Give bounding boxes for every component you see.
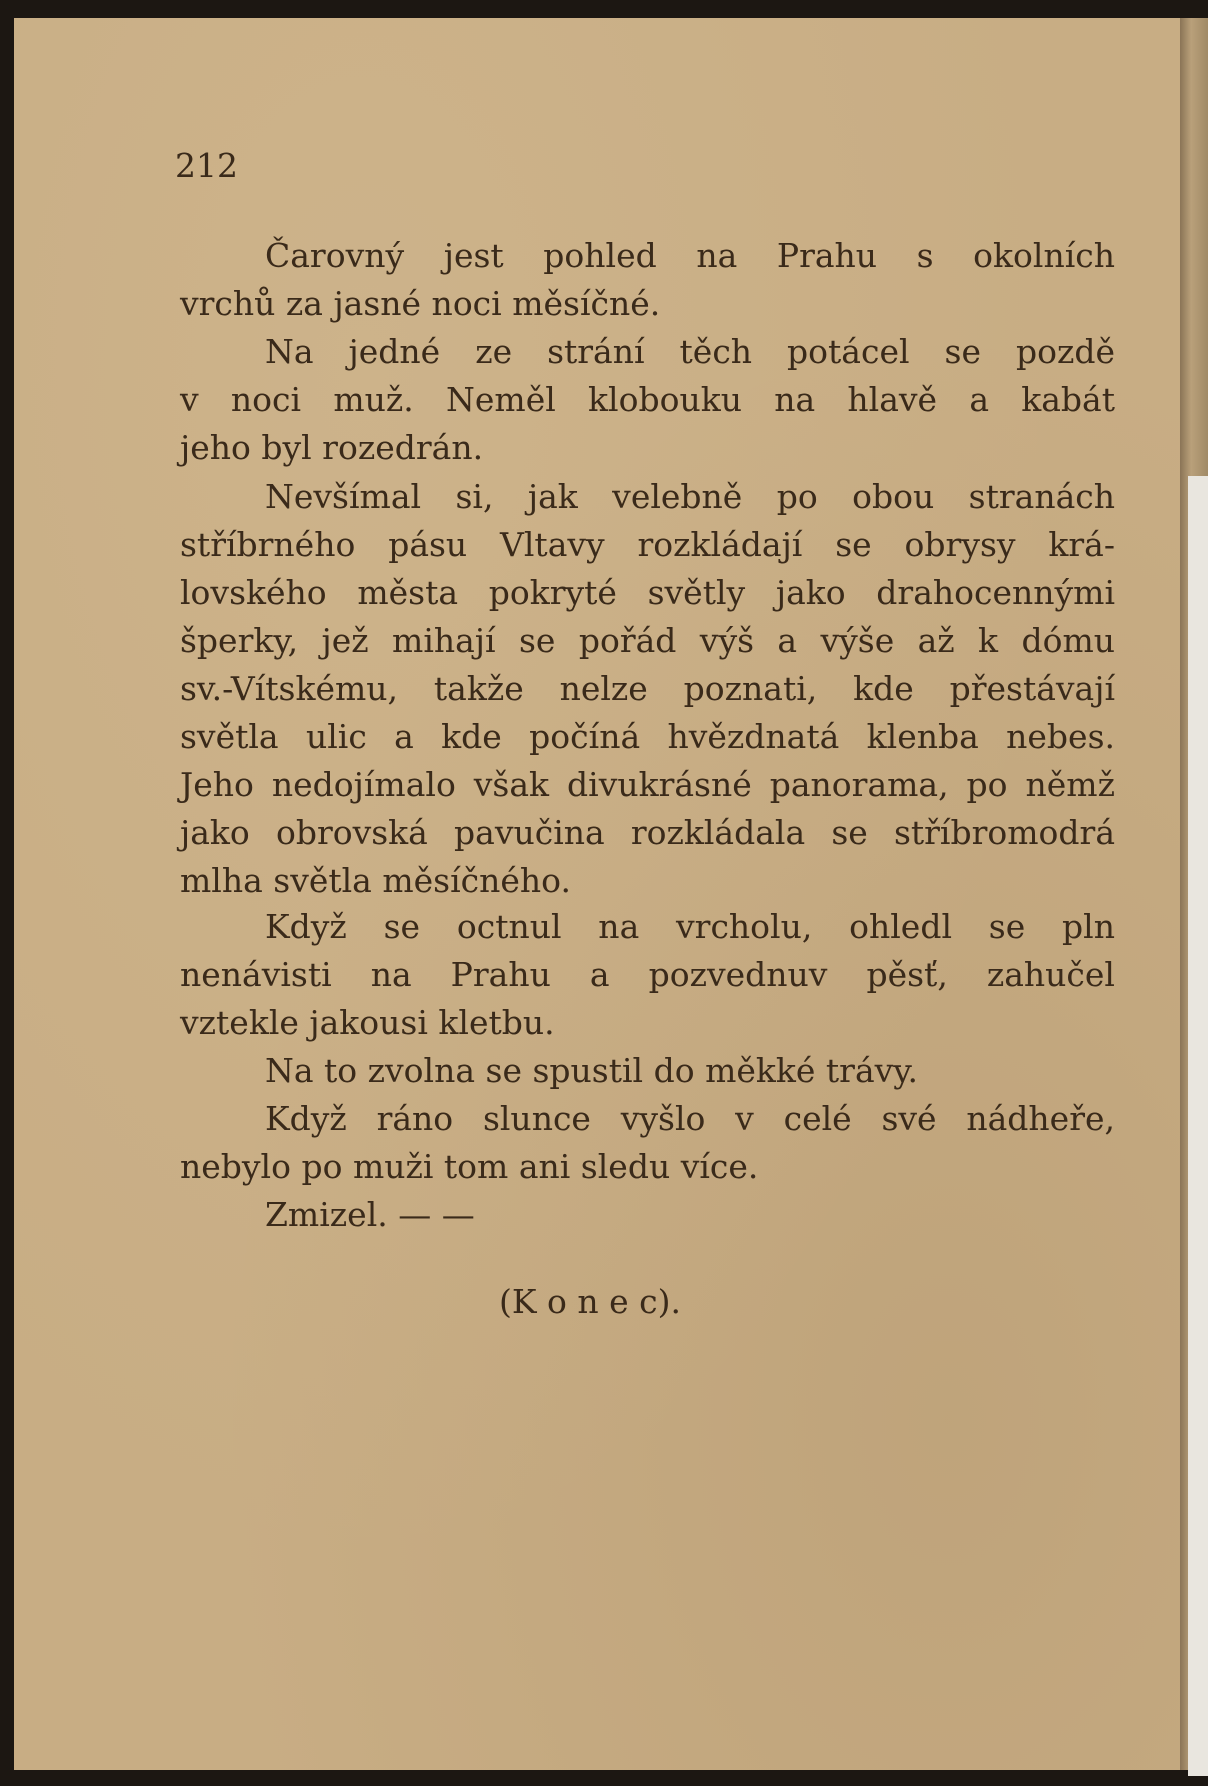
text-line: Čarovný jest pohled na Prahu s okolních — [265, 236, 1115, 275]
text-line: Jeho nedojímalo však divukrásné panorama, po němž — [180, 765, 1115, 804]
text-line: vrchů za jasné noci měsíčné. — [180, 284, 661, 323]
text-line: Na jedné ze strání těch potácel se pozdě — [265, 332, 1115, 371]
text-line: Nevšímal si, jak velebně po obou stranách — [265, 477, 1115, 516]
text-line: Na to zvolna se spustil do měkké trávy. — [265, 1051, 919, 1090]
page-number: 212 — [175, 146, 238, 185]
ending-label: (K o n e c). — [499, 1282, 681, 1321]
text-line: Když ráno slunce vyšlo v celé své nádheře, — [265, 1099, 1115, 1138]
text-line: sv.-Vítskému, takže nelze poznati, kde přestávají — [180, 669, 1115, 708]
text-line: nebylo po muži tom ani sledu více. — [180, 1147, 759, 1186]
text-line: lovského města pokryté světly jako drahocennými — [180, 573, 1115, 612]
text-line: vztekle jakousi kletbu. — [180, 1003, 555, 1042]
text-line: Když se octnul na vrcholu, ohledl se pln — [265, 907, 1115, 946]
text-line: Zmizel. — — — [265, 1195, 475, 1234]
text-line: nenávisti na Prahu a pozvednuv pěsť, zahučel — [180, 955, 1115, 994]
text-line: jeho byl rozedrán. — [180, 428, 484, 467]
text-line: stříbrného pásu Vltavy rozkládají se obrysy krá- — [180, 525, 1115, 564]
text-line: v noci muž. Neměl klobouku na hlavě a kabát — [180, 380, 1115, 419]
text-line: světla ulic a kde počíná hvězdnatá klenba nebes. — [180, 717, 1115, 756]
text-line: jako obrovská pavučina rozkládala se stříbromodrá — [180, 813, 1115, 852]
text-line: šperky, jež mihají se pořád výš a výše až k dómu — [180, 621, 1115, 660]
text-line: mlha světla měsíčného. — [180, 861, 571, 900]
adjacent-page-strip — [1188, 476, 1208, 1776]
